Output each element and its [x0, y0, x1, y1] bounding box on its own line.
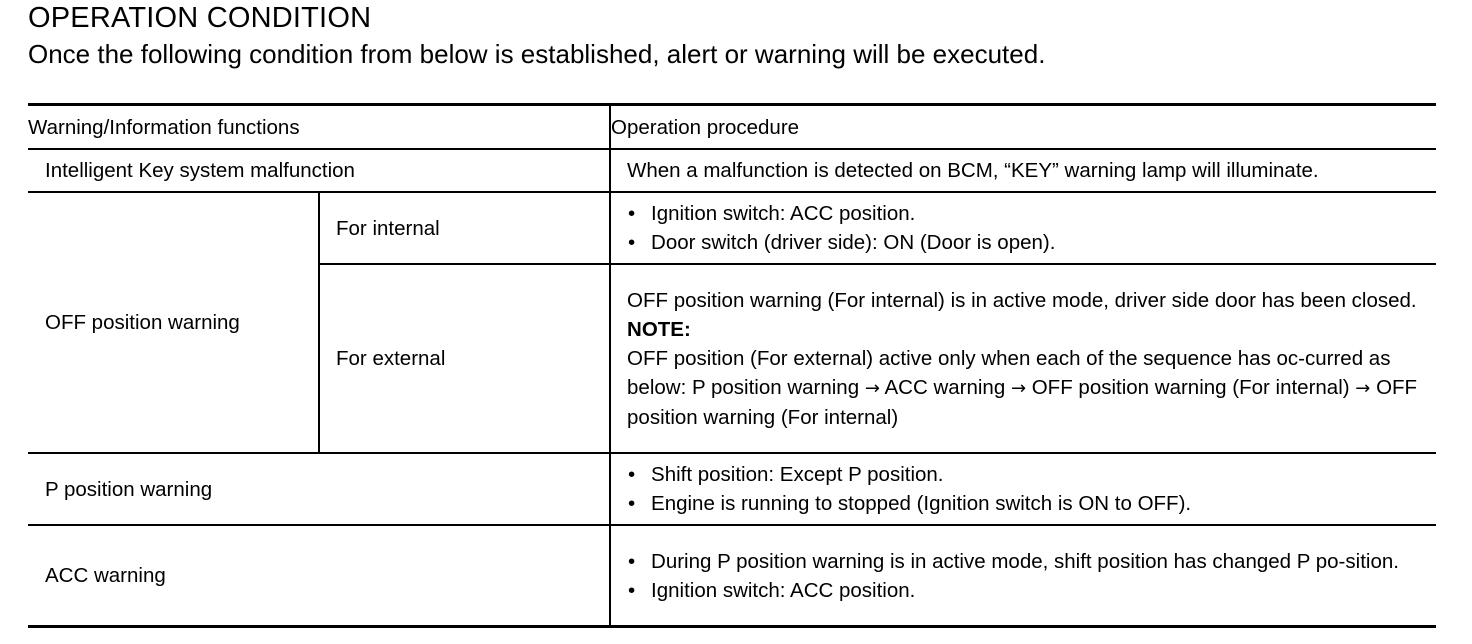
list-item: • Ignition switch: ACC position. — [627, 199, 1428, 228]
note-text-part: OFF position warning (For internal) — [1026, 375, 1356, 399]
note-label: NOTE: — [627, 317, 691, 341]
list-item: • Engine is running to stopped (Ignition switch is ON to OFF). — [627, 489, 1428, 518]
procedure-intelligent-key: When a malfunction is detected on BCM, “KEY” warning lamp will illuminate. — [610, 149, 1436, 192]
header-functions: Warning/Information functions — [28, 105, 610, 150]
arrow-right-icon: → — [1355, 377, 1371, 399]
external-description: OFF position warning (For internal) is in active mode, driver side door has been closed. — [627, 288, 1417, 312]
list-item: • During P position warning is in active mode, shift position has changed P po-sition. — [627, 547, 1428, 576]
procedure-p-position — [610, 453, 1436, 525]
function-intelligent-key: Intelligent Key system malfunction — [28, 149, 610, 192]
sub-function-external: For external — [319, 264, 610, 453]
intro-text: Once the following condition from below is established, alert or warning will be executed. — [28, 39, 1046, 69]
note-text-part: OFF position warning (For internal) — [627, 375, 1418, 429]
table-row — [28, 192, 1436, 264]
table-header-row — [28, 105, 1436, 150]
note-text-part: ACC warning — [879, 375, 1011, 399]
page-title: OPERATION CONDITION — [28, 2, 372, 34]
list-item: • Door switch (driver side): ON (Door is open). — [627, 228, 1428, 257]
arrow-right-icon: → — [1010, 377, 1027, 399]
bullet-list — [627, 547, 1428, 605]
table-row — [28, 453, 1436, 525]
operation-condition-table — [28, 103, 1436, 628]
note-text-part: OFF position (For external) active only when each of the sequence has oc-curred as below: P position warning — [627, 346, 1391, 399]
table-row — [28, 149, 1436, 192]
bullet-list — [627, 199, 1428, 257]
sub-function-internal: For internal — [319, 192, 610, 264]
bullet-list — [627, 460, 1428, 518]
list-item: • Ignition switch: ACC position. — [627, 576, 1428, 605]
function-p-position: P position warning — [28, 453, 610, 525]
table-row — [28, 525, 1436, 627]
note-text — [627, 344, 1428, 432]
list-item: • Shift position: Except P position. — [627, 460, 1428, 489]
header-procedure: Operation procedure — [610, 105, 1436, 150]
function-acc: ACC warning — [28, 525, 610, 627]
function-off-position: OFF position warning — [28, 192, 319, 453]
procedure-off-external — [610, 264, 1436, 453]
procedure-off-internal — [610, 192, 1436, 264]
procedure-acc — [610, 525, 1436, 627]
arrow-right-icon: → — [864, 377, 880, 399]
